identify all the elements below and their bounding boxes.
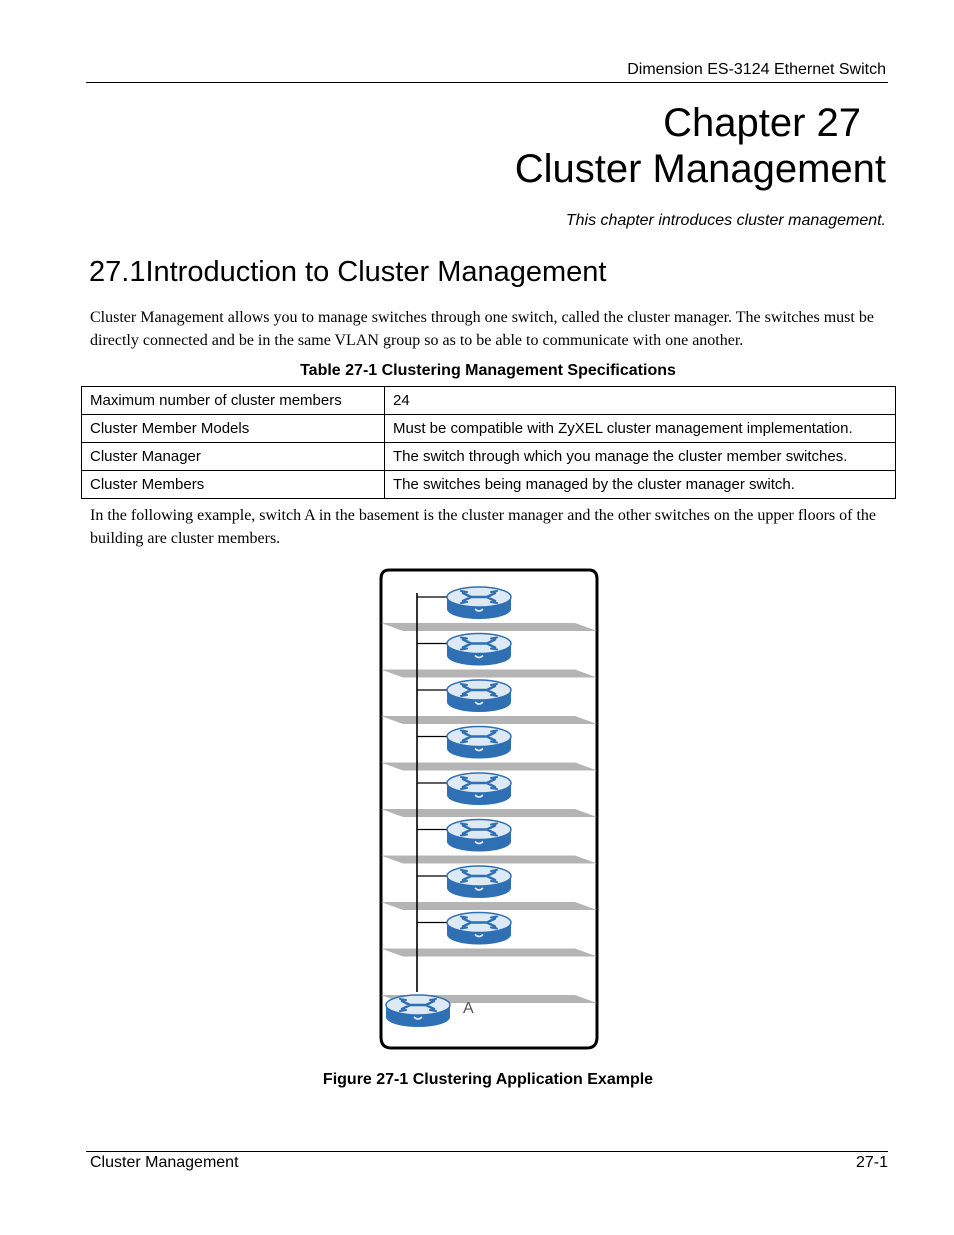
floor-slab (381, 763, 597, 771)
member-switch-icon (447, 866, 511, 898)
chapter-intro: This chapter introduces cluster management. (565, 212, 886, 229)
table-cell-value: The switches being managed by the cluster manager switch. (385, 471, 896, 499)
page-number: 27-1 (855, 1154, 888, 1171)
chapter-title: Cluster Management (514, 147, 886, 191)
example-paragraph: In the following example, switch A in the basement is the cluster manager and the other switches on the upper floors of the building are cluster members. (90, 507, 877, 547)
member-switch-icon (447, 680, 511, 712)
table-row (82, 415, 896, 443)
table-row (82, 471, 896, 499)
section-heading: 27.1Introduction to Cluster Management (89, 256, 607, 288)
table-row (82, 387, 896, 415)
floor-slab (381, 902, 597, 910)
cluster-diagram-svg (377, 567, 601, 1053)
floor-slab (381, 856, 597, 864)
footer-divider (86, 1151, 888, 1152)
footer-chapter: Cluster Management (90, 1154, 239, 1171)
table-cell-value: 24 (385, 387, 896, 415)
specifications-table (81, 386, 896, 499)
floor-slab (381, 949, 597, 957)
floor-slab (381, 670, 597, 678)
chapter-number: Chapter 27 (663, 101, 861, 145)
cluster-diagram (377, 567, 601, 1058)
table-cell-label: Maximum number of cluster members (82, 387, 385, 415)
member-switch-icon (447, 727, 511, 759)
table-cell-label: Cluster Member Models (82, 415, 385, 443)
table-cell-value: The switch through which you manage the cluster member switches. (385, 443, 896, 471)
manager-switch-icon (386, 995, 450, 1027)
floor-slab (381, 716, 597, 724)
member-switch-icon (447, 773, 511, 805)
member-switch-icon (447, 634, 511, 666)
header-divider (86, 82, 888, 83)
member-switch-icon (447, 913, 511, 945)
running-header: Dimension ES-3124 Ethernet Switch (627, 61, 886, 78)
table-cell-label: Cluster Members (82, 471, 385, 499)
table-row (82, 443, 896, 471)
floor-slab (381, 623, 597, 631)
figure-caption: Figure 27-1 Clustering Application Example (322, 1071, 654, 1088)
intro-paragraph: Cluster Management allows you to manage switches through one switch, called the cluster manager. The switches must be directly connected and be in the same VLAN group so as to be able to communicate with one another. (90, 309, 874, 349)
floor-slab (381, 809, 597, 817)
table-cell-value: Must be compatible with ZyXEL cluster management implementation. (385, 415, 896, 443)
table-cell-label: Cluster Manager (82, 443, 385, 471)
member-switch-icon (447, 820, 511, 852)
member-switch-icon (447, 587, 511, 619)
manager-label: A (463, 1000, 474, 1017)
table-caption: Table 27-1 Clustering Management Specifications (300, 362, 676, 379)
